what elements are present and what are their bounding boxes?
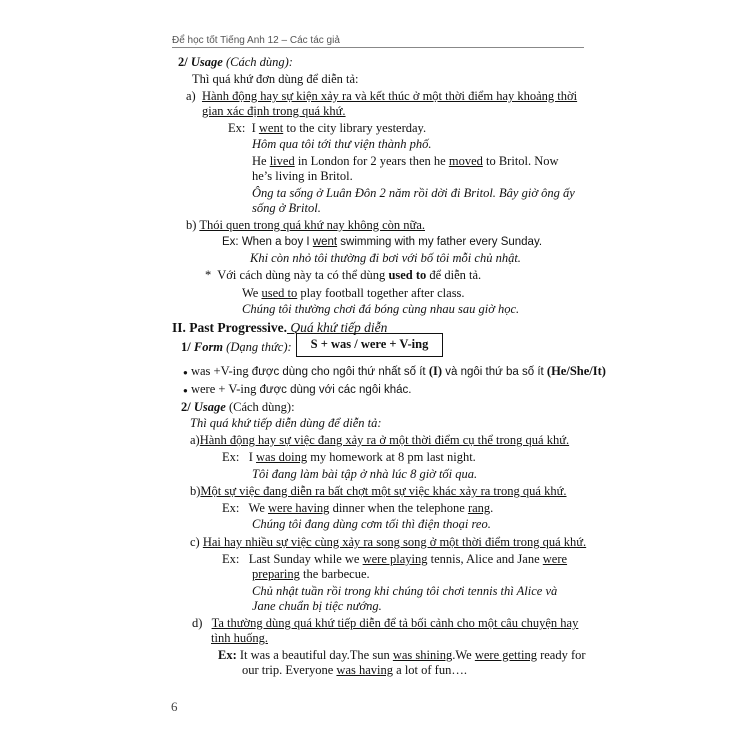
example-3-vi: Khi còn nhỏ tôi thường đi bơi với bố tôi mỗi chủ nhật. xyxy=(250,251,521,265)
item-a-1: a) Hành động hay sự kiện xảy ra và kết thúc ở một thời điểm hay khoảng thời xyxy=(186,89,578,103)
example-a: Ex: I was doing my homework at 8 pm last night. xyxy=(222,450,476,464)
example-1-vi: Hôm qua tôi tới thư viện thành phố. xyxy=(252,137,432,151)
example-c: Ex: Last Sunday while we were playing tennis, Alice and Jane were xyxy=(222,552,568,566)
bullet-was: ● was +V-ing được dùng cho ngôi thứ nhất số ít (I) và ngôi thứ ba số ít (He/She/It) xyxy=(183,364,606,378)
example-2-cont: he’s living in Britol. xyxy=(252,169,353,183)
example-4-vi: Chúng tôi thường chơi đá bóng cùng nhau sau giờ học. xyxy=(242,302,520,316)
item-c-2: c) Hai hay nhiều sự việc cùng xảy ra song song ở một thời điểm trong quá khứ. xyxy=(190,535,587,549)
item-a-1-cont: gian xác định trong quá khứ. xyxy=(202,104,346,118)
item-d-2-cont: tình huống. xyxy=(211,631,268,645)
section-heading-past-progressive: II. Past Progressive. Quá khứ tiếp diễn xyxy=(172,320,388,335)
example-d: Ex: It was a beautiful day.The sun was shining.We were getting ready for xyxy=(218,648,586,662)
form-heading: 1/ Form (Dạng thức): xyxy=(181,340,292,354)
item-a-2: a)Hành động hay sự việc đang xảy ra ở một thời điểm cụ thể trong quá khứ. xyxy=(190,433,570,447)
usage-heading-2: 2/ Usage (Cách dùng): xyxy=(181,400,295,414)
page-number: 6 xyxy=(171,699,178,714)
running-header: Để học tốt Tiếng Anh 12 – Các tác giả xyxy=(172,35,340,46)
past-progressive-intro: Thì quá khứ tiếp diễn dùng để diễn tả: xyxy=(190,416,382,430)
example-c-vi: Chủ nhật tuần rồi trong khi chúng tôi chơi tennis thì Alice và xyxy=(252,584,558,598)
example-c-vi-cont: Jane chuẩn bị tiệc nướng. xyxy=(252,599,382,613)
example-2-vi: Ông ta sống ở Luân Đôn 2 năm rồi dời đi Britol. Bây giờ ông ấy xyxy=(252,186,575,200)
example-d-cont: our trip. Everyone was having a lot of fun…. xyxy=(242,663,467,677)
header-rule xyxy=(172,47,584,48)
item-d-2: d) Ta thường dùng quá khứ tiếp diễn để tả bối cảnh cho một câu chuyện hay xyxy=(192,616,579,630)
example-c-cont: preparing the barbecue. xyxy=(252,567,370,581)
example-b-vi: Chúng tôi đang dùng cơm tối thì điện thoại reo. xyxy=(252,517,491,531)
example-2-vi-cont: sống ở Britol. xyxy=(252,201,321,215)
item-b-1: b) Thói quen trong quá khứ nay không còn nữa. xyxy=(186,218,425,232)
example-2: He lived in London for 2 years then he moved to Britol. Now xyxy=(252,154,559,168)
example-3: Ex: When a boy I went swimming with my father every Sunday. xyxy=(222,236,543,248)
example-4: We used to play football together after class. xyxy=(242,286,465,300)
past-simple-intro: Thì quá khứ đơn dùng để diễn tả: xyxy=(192,72,359,86)
bullet-were: ● were + V-ing được dùng với các ngôi khác. xyxy=(183,382,412,396)
example-a-vi: Tôi đang làm bài tập ở nhà lúc 8 giờ tối qua. xyxy=(252,467,478,481)
usage-heading-1: 2/ Usage (Cách dùng): xyxy=(178,55,293,69)
used-to-note: * Với cách dùng này ta có thể dùng used to để diễn tả. xyxy=(205,268,482,282)
formula-box: S + was / were + V-ing xyxy=(296,333,443,357)
example-b: Ex: We were having dinner when the telephone rang. xyxy=(222,501,494,515)
item-b-2: b)Một sự việc đang diễn ra bất chợt một sự việc khác xảy ra trong quá khứ. xyxy=(190,484,567,498)
example-1: Ex: I went to the city library yesterday. xyxy=(228,121,427,135)
